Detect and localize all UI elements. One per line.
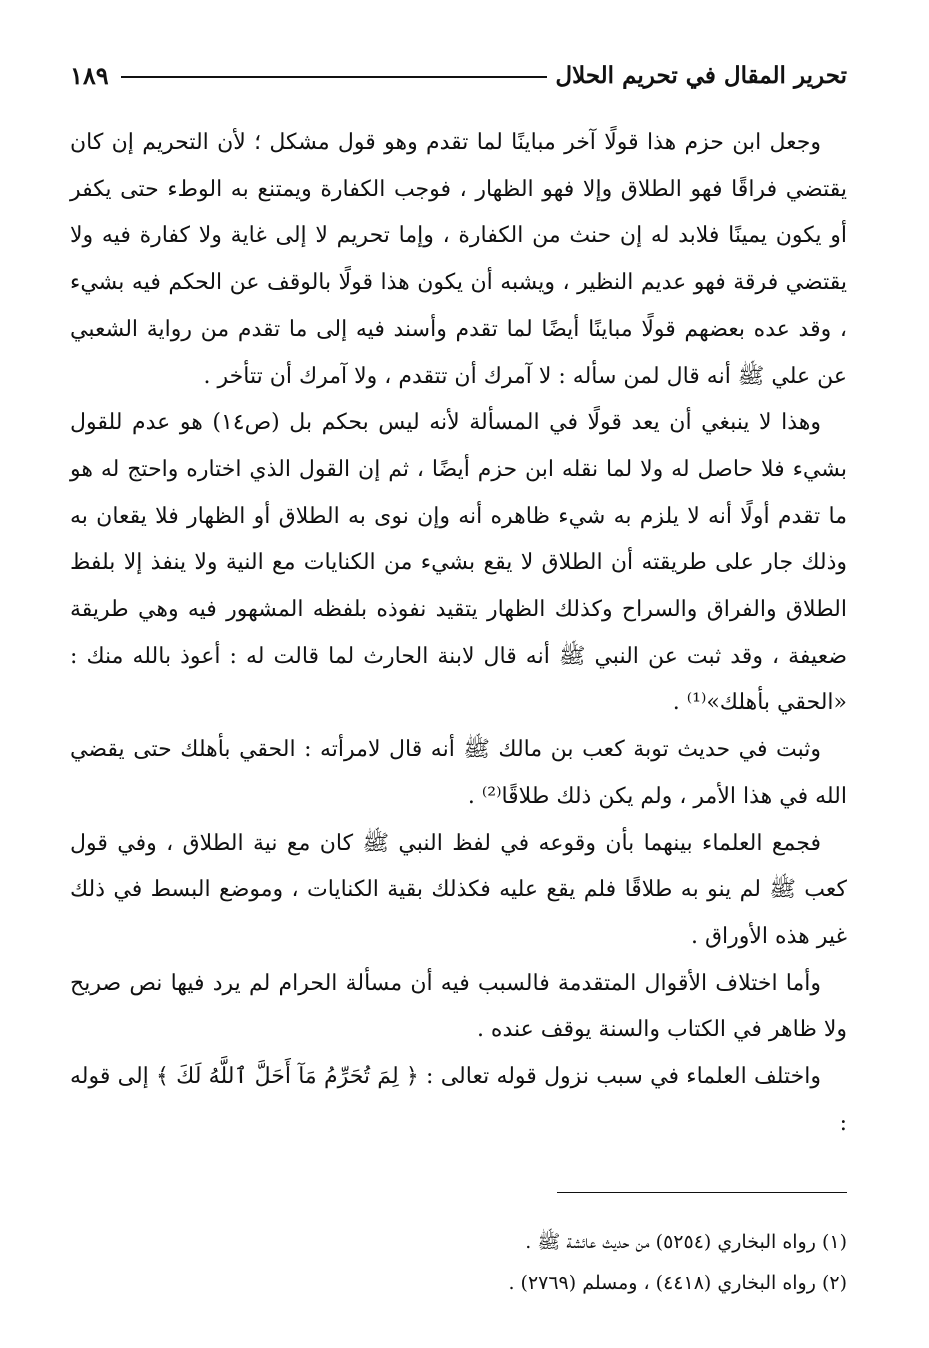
footnote-1: (١) رواه البخاري (٥٢٥٤) من حديث عائشة ﷺ . bbox=[525, 1231, 847, 1253]
paragraph-1: وجعل ابن حزم هذا قولًا آخر مباينًا لما تقدم وهو قول مشكل ؛ لأن التحريم إن كان يقتضي فراقًا فهو الطلاق وإلا فهو الظهار ، فوجب الكفارة ويمتنع به الوطء حتى يكفر أو يكون يمينًا فلابد له إن حنث من الكفارة ، وإما تحريم لا إلى غاية ولا كفارة فيه ولا يقتضي فرقة فهو عديم النظير ، ويشبه أن يكون هذا قولًا بالوقف عن الحكم فيه بشيء ، وقد عده بعضهم قولًا مباينًا أيضًا لما تقدم وأسند فيه إلى ما تقدم من رواية الشعبي عن علي ﷺ أنه قال لمن سأله : لا آمرك أن تتقدم ، ولا آمرك أن تتأخر . bbox=[70, 130, 847, 389]
page-header bbox=[70, 55, 847, 95]
footnote-separator bbox=[557, 1192, 847, 1193]
footnote-2: (٢) رواه البخاري (٤٤١٨) ، ومسلم (٢٧٦٩) . bbox=[508, 1272, 847, 1294]
running-title: تحرير المقال في تحريم الحلال bbox=[555, 61, 847, 89]
paragraph-2: وهذا لا ينبغي أن يعد قولًا في المسألة لأنه ليس بحكم بل (ص١٤) هو عدم للقول بشيء فلا حاصل له ولا لما نقله ابن حزم أيضًا ، ثم إن القول الذي اختاره واحتج له هو ما تقدم أولًا أنه لا يلزم به شيء ظاهره أنه وإن نوى به الطلاق أو الظهار فلا يقعان به وذلك جار على طريقته أن الطلاق لا يقع بشيء من الكنايات مع النية ولا ينفذ إلا بلفظ الطلاق والفراق والسراح وكذلك الظهار يتقيد نفوذه بلفظه المشهور فيه وهي طريقة ضعيفة ، وقد ثبت عن النبي ﷺ أنه قال لابنة الحارث لما قالت له : أعوذ بالله منك : «الحقي بأهلك»⁽¹⁾ . bbox=[70, 410, 847, 716]
paragraph-5: وأما اختلاف الأقوال المتقدمة فالسبب فيه أن مسألة الحرام لم يرد فيها نص صريح ولا ظاهر في الكتاب والسنة يوقف عنده . bbox=[70, 970, 847, 1043]
footnotes bbox=[70, 1222, 847, 1304]
paragraph-3: وثبت في حديث توبة كعب بن مالك ﷺ أنه قال لامرأته : الحقي بأهلك حتى يقضي الله في هذا الأمر ، ولم يكن ذلك طلاقًا⁽²⁾ . bbox=[70, 737, 847, 809]
main-text bbox=[70, 120, 847, 1147]
page-number: ١٨٩ bbox=[70, 60, 109, 90]
paragraph-6: واختلف العلماء في سبب نزول قوله تعالى : ﴿ لِمَ تُحَرِّمُ مَآ أَحَلَّ ٱللَّهُ لَكَ ﴾ إلى قوله : bbox=[70, 1064, 847, 1136]
paragraph-4: فجمع العلماء بينهما بأن وقوعه في لفظ النبي ﷺ كان مع نية الطلاق ، وفي قول كعب ﷺ لم ينو به طلاقًا فلم يقع عليه فكذلك بقية الكنايات ، وموضع البسط في ذلك غير هذه الأوراق . bbox=[70, 830, 847, 949]
header-rule bbox=[121, 76, 548, 78]
